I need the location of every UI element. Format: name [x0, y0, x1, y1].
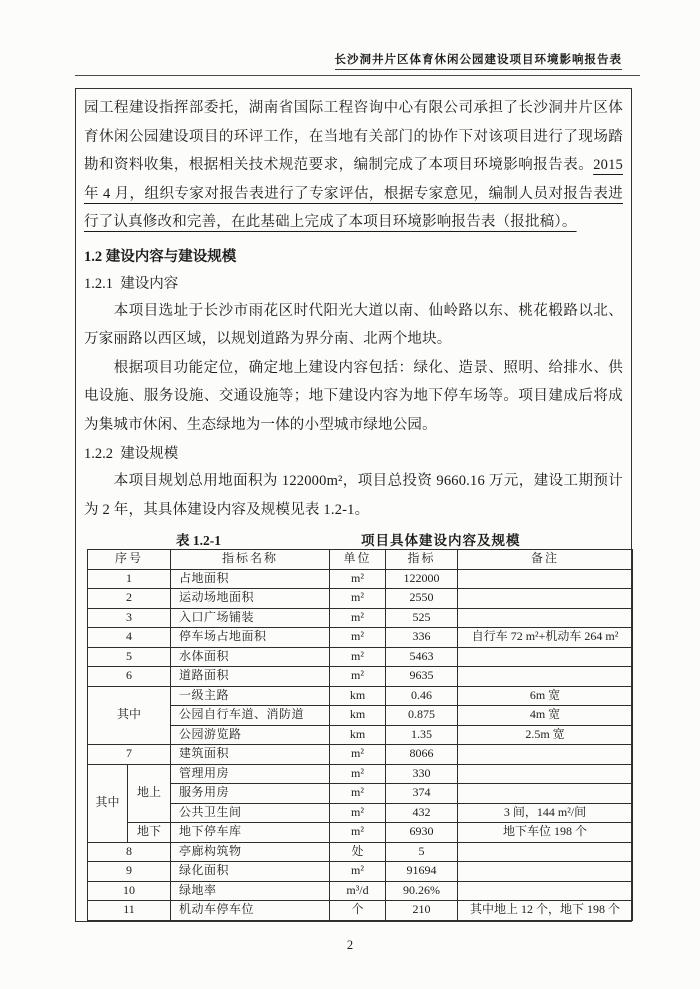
table-row: [88, 608, 633, 628]
table-cell: 入口广场铺装: [171, 608, 330, 628]
table-cell: 公共卫生间: [171, 803, 330, 823]
table-cell: 3: [88, 608, 171, 628]
paragraph-construction-content: 根据项目功能定位，确定地上建设内容包括：绿化、造景、照明、给排水、供电设施、服务设施、交通设施等；地下建设内容为地下停车场等。项目建成后将成为集城市休闲、生态绿地为一体的小型城市绿地公园。: [84, 359, 623, 433]
table-cell: m²: [330, 745, 386, 765]
table-cell: m²: [330, 569, 386, 589]
table-row: [88, 862, 633, 882]
table-cell: 0.46: [386, 686, 458, 706]
page-number: 2: [346, 937, 354, 952]
table-row: [88, 628, 633, 648]
table-cell: m²: [330, 823, 386, 843]
table-cell: 占地面积: [171, 569, 330, 589]
table-cell: 4: [88, 628, 171, 648]
table-cell: [458, 569, 633, 589]
table-cell: m²: [330, 764, 386, 784]
table-cell: [458, 589, 633, 609]
table-cell: 地下: [128, 823, 171, 843]
table-header-row: [88, 550, 633, 570]
table-cell: 91694: [386, 862, 458, 882]
table-cell: [458, 784, 633, 804]
table-cell: 5: [88, 647, 171, 667]
paragraph-intro: [84, 94, 623, 237]
table-cell: 336: [386, 628, 458, 648]
table-row: [88, 764, 633, 784]
table-cell: [458, 764, 633, 784]
table-cell: 122000: [386, 569, 458, 589]
table-cell: m²: [330, 589, 386, 609]
section-heading-1-2: 1.2 建设内容与建设规模: [84, 248, 237, 265]
table-cell: m²: [330, 628, 386, 648]
table-row: [88, 745, 633, 765]
project-table: [87, 549, 633, 921]
table-cell: [458, 842, 633, 862]
table-cell: 8: [88, 842, 171, 862]
table-cell: 处: [330, 842, 386, 862]
table-cell: 10: [88, 881, 171, 901]
paragraph-site-location: 本项目选址于长沙市雨花区时代阳光大道以南、仙岭路以东、桃花椴路以北、万家丽路以西区域，以规划道路为界分南、北两个地块。: [84, 302, 623, 347]
table-caption-title: 项目具体建设内容及规模: [361, 532, 521, 548]
table-cell: 停车场占地面积: [171, 628, 330, 648]
paragraph-intro-underlined: 2015 年 4 月，组织专家对报告表进行了专家评估，根据专家意见，编制人员对报告表进行了认真修改和完善，在此基础上完成了本项目环境影响报告表（报批稿）。: [84, 157, 623, 230]
table-row: [88, 647, 633, 667]
section-heading-1-2-2: 1.2.2 建设规模: [84, 446, 179, 462]
table-cell: 亭廊构筑物: [171, 842, 330, 862]
table-row: [88, 569, 633, 589]
table-cell: m²: [330, 803, 386, 823]
table-cell: 其中: [88, 686, 171, 745]
table-cell: 2550: [386, 589, 458, 609]
table-cell: 9635: [386, 667, 458, 687]
table-cell: 0.875: [386, 706, 458, 726]
table-cell: [458, 862, 633, 882]
table-caption-label: 表 1.2-1: [176, 532, 221, 548]
table-cell: [458, 745, 633, 765]
table-cell: m²: [330, 862, 386, 882]
table-cell: 1.35: [386, 725, 458, 745]
table-cell: 运动场地面积: [171, 589, 330, 609]
table-cell: 90.26%: [386, 881, 458, 901]
table-cell: 11: [88, 901, 171, 921]
table-cell: 2.5m 宽: [458, 725, 633, 745]
table-cell: 机动车停车位: [171, 901, 330, 921]
paragraph-scale: 本项目规划总用地面积为 122000m²，项目总投资 9660.16 万元，建设工期预计为 2 年，其具体建设内容及规模见表 1.2-1。: [84, 473, 623, 518]
table-cell: 7: [88, 745, 171, 765]
table-row: [88, 823, 633, 843]
table-cell: m²: [330, 667, 386, 687]
table-row: [88, 901, 633, 921]
table-cell: 6: [88, 667, 171, 687]
document-title: 长沙洞井片区体育休闲公园建设项目环境影响报告表: [335, 54, 623, 70]
table-header-cell: 备注: [458, 550, 633, 570]
table-row: [88, 589, 633, 609]
table-header-cell: 指标名称: [171, 550, 330, 570]
table-cell: 一级主路: [171, 686, 330, 706]
table-cell: 绿地率: [171, 881, 330, 901]
table-cell: 9: [88, 862, 171, 882]
table-cell: 6m 宽: [458, 686, 633, 706]
table-cell: m²: [330, 784, 386, 804]
table-cell: 210: [386, 901, 458, 921]
table-cell: 服务用房: [171, 784, 330, 804]
table-cell: 330: [386, 764, 458, 784]
table-cell: 其中: [88, 764, 128, 842]
table-cell: 6930: [386, 823, 458, 843]
table-cell: [458, 667, 633, 687]
table-row: [88, 842, 633, 862]
table-cell: 525: [386, 608, 458, 628]
table-cell: 432: [386, 803, 458, 823]
table-cell: 1: [88, 569, 171, 589]
header-divider: [75, 75, 640, 76]
section-heading-1-2-1: 1.2.1 建设内容: [84, 275, 179, 292]
table-cell: [458, 647, 633, 667]
table-cell: 5: [386, 842, 458, 862]
table-cell: m²: [330, 647, 386, 667]
table-cell: 公园游览路: [171, 725, 330, 745]
table-header-cell: 单位: [330, 550, 386, 570]
table-cell: 水体面积: [171, 647, 330, 667]
table-cell: 2: [88, 589, 171, 609]
table-cell: km: [330, 686, 386, 706]
table-cell: km: [330, 725, 386, 745]
table-cell: m²: [330, 608, 386, 628]
table-cell: 建筑面积: [171, 745, 330, 765]
table-cell: 4m 宽: [458, 706, 633, 726]
table-cell: 个: [330, 901, 386, 921]
table-header-cell: 序号: [88, 550, 171, 570]
paragraph-intro-normal: 园工程建设指挥部委托，湖南省国际工程咨询中心有限公司承担了长沙洞井片区体育休闲公园建设项目的环评工作，在当地有关部门的协作下对该项目进行了现场踏勘和资料收集，根据相关技术规范要求，编制完成了本项目环境影响报告表。: [84, 100, 623, 173]
table-cell: 374: [386, 784, 458, 804]
table-cell: km: [330, 706, 386, 726]
content-box: [75, 88, 632, 922]
table-cell: 道路面积: [171, 667, 330, 687]
project-table-body: [88, 550, 633, 921]
table-cell: 3 间，144 m²/间: [458, 803, 633, 823]
table-cell: 8066: [386, 745, 458, 765]
table-caption: [84, 528, 623, 549]
table-cell: 公园自行车道、消防道: [171, 706, 330, 726]
running-header: [0, 0, 700, 68]
table-row: [88, 667, 633, 687]
table-cell: 5463: [386, 647, 458, 667]
table-cell: 地下车位 198 个: [458, 823, 633, 843]
table-cell: 自行车 72 m²+机动车 264 m²: [458, 628, 633, 648]
table-cell: 地上: [128, 764, 171, 823]
table-cell: 地下停车库: [171, 823, 330, 843]
table-cell: m³/d: [330, 881, 386, 901]
table-cell: [458, 881, 633, 901]
table-cell: 绿化面积: [171, 862, 330, 882]
table-cell: [458, 608, 633, 628]
table-cell: 管理用房: [171, 764, 330, 784]
table-row: [88, 686, 633, 706]
table-row: [88, 881, 633, 901]
table-cell: 其中地上 12 个，地下 198 个: [458, 901, 633, 921]
table-header-cell: 指标: [386, 550, 458, 570]
